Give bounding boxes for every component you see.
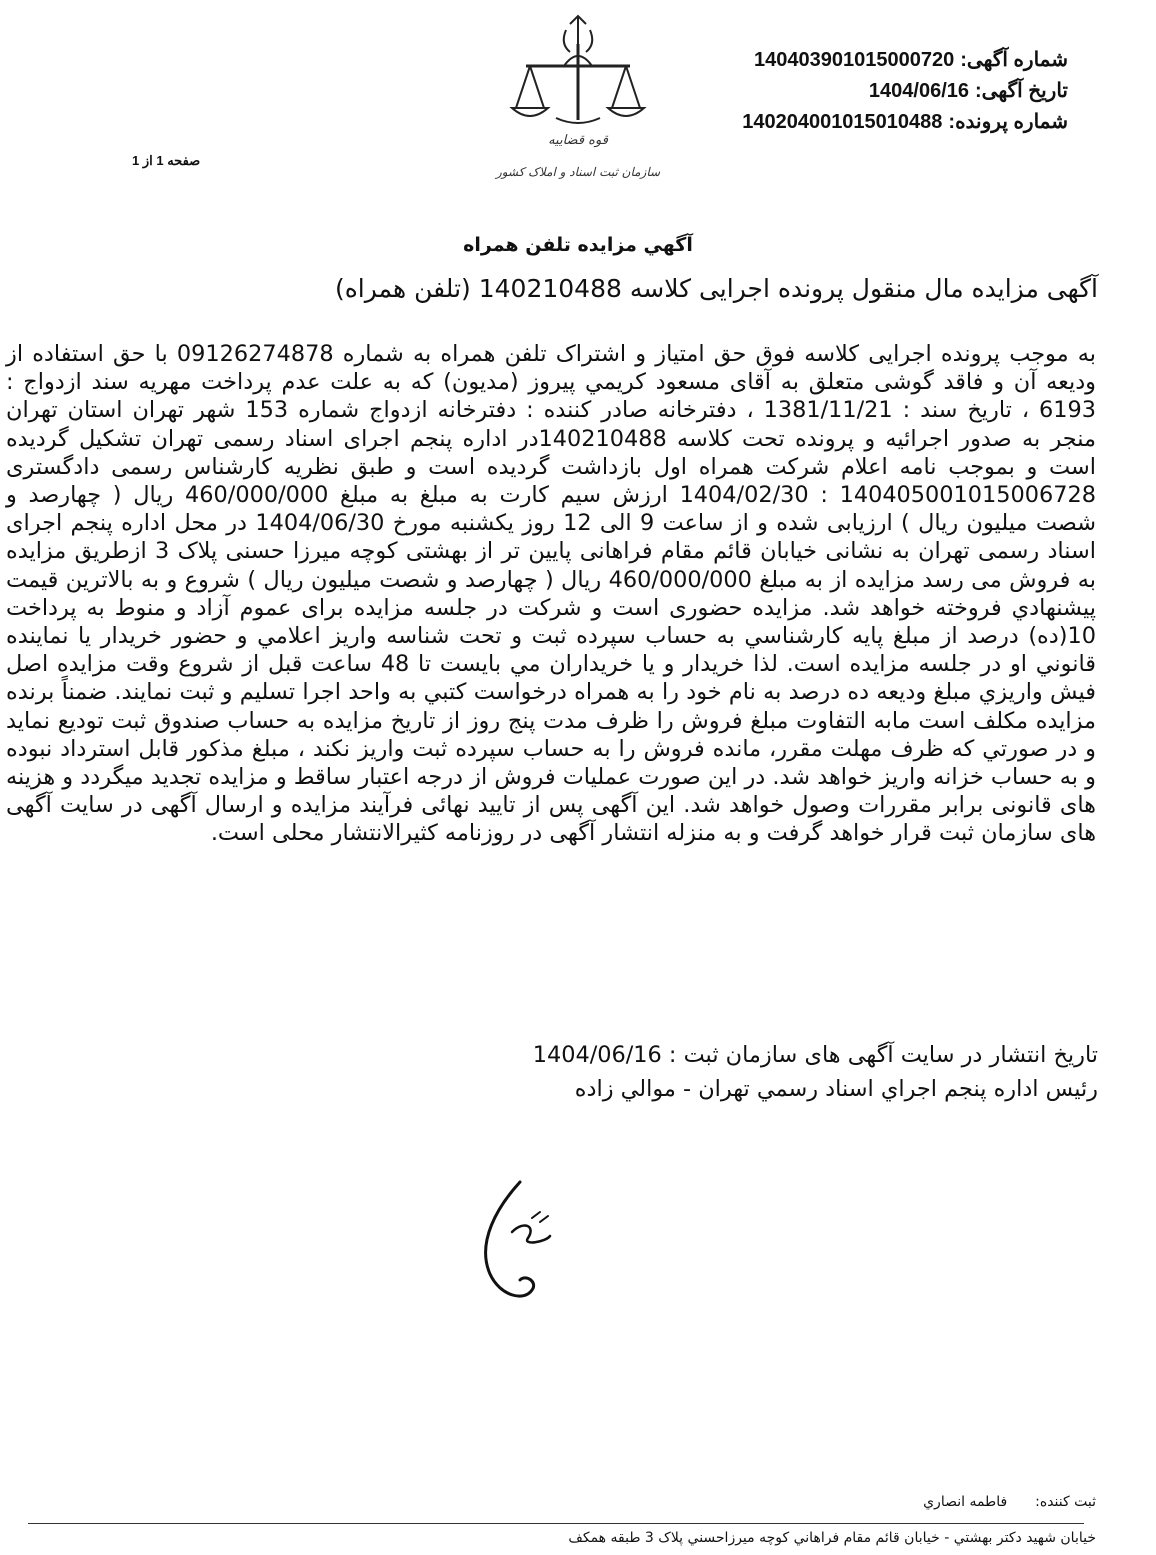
signature-icon	[428, 1156, 578, 1316]
office-address: خيابان شهيد دکتر بهشتي - خيابان قائم مقام فراهاني کوچه ميرزاحسني پلاک 3 طبقه همکف	[568, 1530, 1096, 1546]
ad-number-label: شماره آگهی:	[960, 49, 1068, 71]
notice-body: به موجب پرونده اجرایی کلاسه فوق حق امتیاز و اشتراک تلفن همراه به شماره 09126274878 با حق استفاده از ودیعه آن و فاقد گوشی متعلق به آقای مسعود کريمي پيروز (مديون) که به علت عدم پرداخت مهریه سند ازدواج : 6193 ، تاریخ سند : 1381/11/21 ، دفترخانه صادر کننده : دفترخانه ازدواج شماره 153 شهر تهران استان تهران منجر به صدور اجرائیه و پرونده تحت کلاسه 140210488در اداره پنجم اجرای اسناد رسمی تهران تشکیل گردیده است و بموجب نامه اعلام شرکت همراه اول بازداشت گردیده است و طبق نظریه کارشناس رسمی دادگستری 140405001015006728 : 1404/02/30 ارزش سیم کارت به مبلغ به مبلغ 460/000/000 ریال ( چهارصد و شصت میلیون ریال ) ارزیابی شده و از ساعت 9 الی 12 روز یکشنبه مورخ 1404/06/30 در محل اداره پنجم اجرای اسناد رسمی تهران به نشانی خیابان قائم مقام فراهانی پایین تر از بهشتی کوچه میرزا حسنی پلاک 3 ازطریق مزایده به فروش می رسد مزایده از به مبلغ 460/000/000 ریال ( چهارصد و شصت میلیون ریال ) شروع و به بالاترین قیمت پيشنهادي فروخته خواهد شد. مزایده حضوری است و شرکت در جلسه مزایده برای عموم آزاد و منوط به پرداخت 10(ده) درصد از مبلغ پایه کارشناسي به حساب سپرده ثبت و تحت شناسه واريز اعلامي و حضور خريدار يا نماينده قانوني او در جلسه مزايده است. لذا خريدار و يا خريداران مي بايست تا 48 ساعت قبل از شروع وقت مزايده اصل فيش واريزي مبلغ وديعه ده درصد به نام خود را به همراه درخواست کتبي به واحد اجرا تسليم و ثبت نمايند. ضمناً برنده مزایده مکلف است مابه التفاوت مبلغ فروش را ظرف مدت پنج روز از تاریخ مزایده به حساب صندوق ثبت توديع نمايد و در صورتي که ظرف مهلت مقرر، مانده فروش را به حساب سپرده ثبت واريز نکند ، مبلغ مذکور قابل استرداد نبوده و به حساب خزانه واريز خواهد شد. در این صورت عملیات فروش از درجه اعتبار ساقط و مزایده تجدید میگردد و هزینه های قانونی برابر مقررات وصول خواهد شد. این آگهی پس از تایید نهائی فرآیند مزایده و ارسال آگهی در سایت آگهی های سازمان ثبت قرار خواهد گرفت و به منزله انتشار آگهی در روزنامه کثیرالانتشار محلی است.	[6, 341, 1096, 847]
ad-number-row	[648, 45, 1068, 76]
emblem-line2: سازمان ثبت اسناد و املاک کشور	[495, 165, 661, 179]
page-number: صفحه 1 از 1	[132, 153, 201, 168]
ad-number: 140403901015000720	[754, 49, 955, 71]
ad-date-row	[648, 76, 1068, 107]
footer-divider	[28, 1523, 1084, 1524]
judiciary-emblem-icon	[478, 8, 678, 198]
file-number: 140204001015010488	[742, 111, 943, 133]
document-subtitle: آگهی مزایده مال منقول پرونده اجرایی کلاسه 140210488 (تلفن همراه)	[334, 274, 1098, 303]
registrar-name: فاطمه انصاري	[923, 1494, 1008, 1510]
file-number-label: شماره پرونده:	[948, 111, 1068, 133]
ad-date-label: تاریخ آگهی:	[975, 80, 1068, 102]
registrar	[923, 1494, 1096, 1510]
publish-date-line: تاریخ انتشار در سایت آگهی های سازمان ثبت : 1404/06/16	[532, 1042, 1098, 1068]
document-title: آگهي مزايده تلفن همراه	[463, 234, 693, 256]
ad-date: 1404/06/16	[868, 80, 970, 102]
registrar-label: ثبت کننده:	[1035, 1494, 1096, 1510]
file-number-row	[648, 107, 1068, 138]
header-meta	[648, 45, 1068, 138]
signatory-line: رئيس اداره پنجم اجراي اسناد رسمي تهران - موالي زاده	[574, 1076, 1098, 1102]
emblem-line1: قوه قضاییه	[548, 133, 608, 148]
